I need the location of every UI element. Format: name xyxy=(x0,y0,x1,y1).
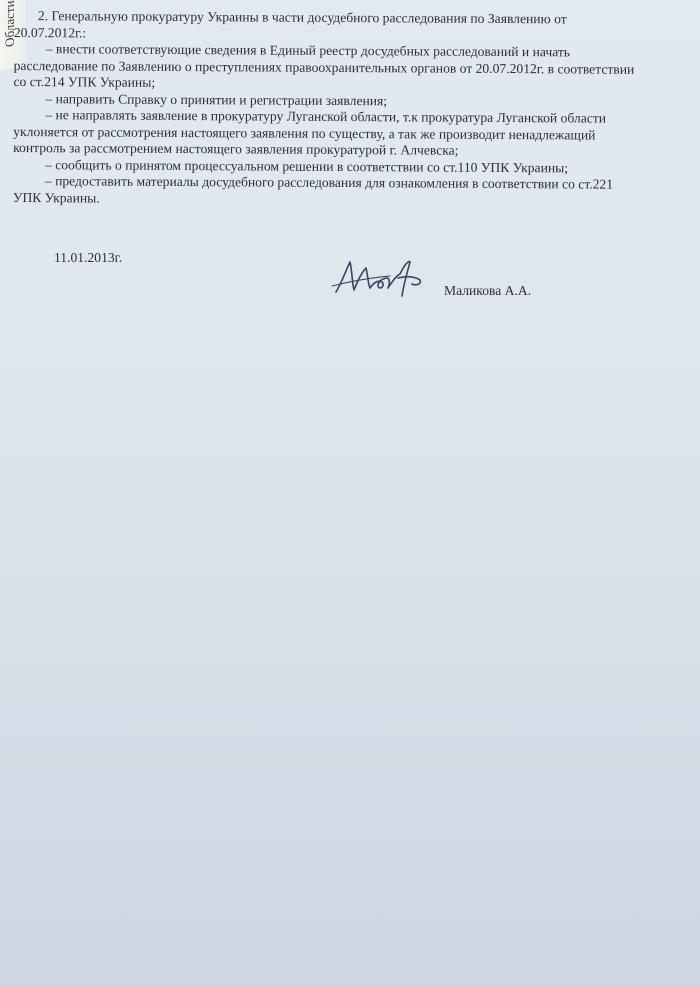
doc-line: – направить Справку о принятии и регистрации заявления; xyxy=(45,90,388,108)
doc-line: со ст.214 УПК Украины; xyxy=(13,73,156,90)
doc-line: расследование по Заявлению о преступлениях правоохранительных органов от 20.07.2012г. в соответствии xyxy=(13,57,635,77)
doc-line: УПК Украины. xyxy=(12,189,100,206)
doc-line: 2. Генеральную прокуратуру Украины в части досудебного расследования по Заявлению от xyxy=(37,8,567,27)
doc-line: – внести соответствующие сведения в Единый реестр досудебных расследований и начать xyxy=(45,41,571,60)
adjacent-page-text: Области xyxy=(2,0,17,49)
doc-line: контроль за рассмотрением настоящего заявления прокуратурой г. Алчевска; xyxy=(13,139,459,158)
doc-line: – предоставить материалы досудебного расследования для ознакомления в соответствии со ст.221 xyxy=(44,173,614,192)
document-body xyxy=(13,8,696,210)
signer-name: Маликова А.А. xyxy=(444,283,532,298)
doc-line: 20.07.2012г.: xyxy=(13,24,87,40)
doc-line: уклоняется от рассмотрения настоящего заявления по существу, а так же производит ненадлежащий xyxy=(13,123,596,143)
document-date: 11.01.2013г. xyxy=(54,250,123,265)
doc-line: – сообщить о принятом процессуальном решении в соответствии со ст.110 УПК Украины; xyxy=(45,156,569,175)
doc-line: – не направлять заявление в прокуратуру Луганской области, т.к прокуратура Луганской области xyxy=(45,107,607,126)
signature xyxy=(328,252,438,298)
